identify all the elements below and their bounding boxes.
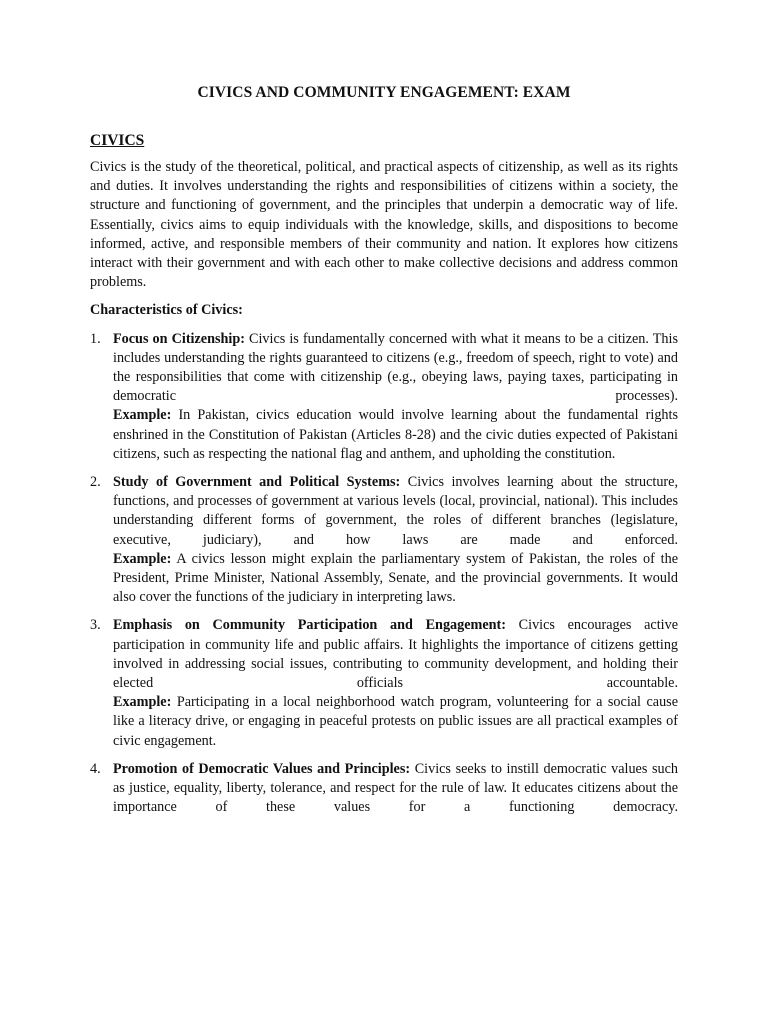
item-body <box>113 760 678 818</box>
example-text: A civics lesson might explain the parliamentary system of Pakistan, the roles of the President, Prime Minister, National Assembly, Senate, and the provincial governments. It would also cover the functions of the judiciary in interpreting laws. <box>113 550 678 606</box>
item-example <box>113 406 678 464</box>
list-item <box>90 330 678 464</box>
item-title: Emphasis on Community Participation and Engagement: <box>113 617 506 634</box>
list-item <box>90 760 678 818</box>
example-text: In Pakistan, civics education would involve learning about the fundamental rights enshrined in the Constitution of Pakistan (Articles 8-28) and the civic duties expected of Pakistani citizens, such as respecting the national flag and anthem, and upholding the constitution. <box>113 407 678 462</box>
characteristics-heading: Characteristics of Civics: <box>90 302 243 319</box>
item-example <box>113 693 678 751</box>
document-page <box>90 84 678 827</box>
example-label: Example: <box>113 407 172 424</box>
item-title: Promotion of Democratic Values and Principles: <box>113 760 411 777</box>
item-example <box>113 550 678 608</box>
item-description: Civics encourages active participation in community life and public affairs. It highlights the importance of citizens getting involved in addressing social issues, contributing to community development, and holding their elected officials accountable. <box>113 617 679 692</box>
item-number: 2. <box>90 474 101 491</box>
list-item <box>90 616 678 750</box>
item-description: Civics seeks to instill democratic values such as justice, equality, liberty, tolerance, and respect for the rule of law. It educates citizens about the importance of these values for a functioning democracy. <box>113 760 678 816</box>
example-label: Example: <box>113 550 172 567</box>
intro-paragraph: Civics is the study of the theoretical, political, and practical aspects of citizenship, as well as its rights and duties. It involves understanding the rights and responsibilities of citizens within a society, the structure and functioning of government, and the principles that underpin a democratic way of life. Essentially, civics aims to equip individuals with the knowledge, skills, and dispositions to become informed, active, and responsible members of their community and nation. It explores how citizens interact with their government and with each other to make collective decisions and address common problems. <box>90 159 678 291</box>
item-number: 4. <box>90 760 101 777</box>
item-description: Civics involves learning about the structure, functions, and processes of government at various levels (local, provincial, national). This includes understanding different forms of government, the roles of different branches (legislature, executive, judiciary), and how laws are made and enforced. <box>113 474 679 548</box>
item-body <box>113 330 678 407</box>
document-title: CIVICS AND COMMUNITY ENGAGEMENT: EXAM <box>197 84 571 101</box>
item-number: 1. <box>90 330 101 347</box>
item-body <box>113 616 678 693</box>
list-item <box>90 473 678 607</box>
example-text: Participating in a local neighborhood watch program, volunteering for a social cause like a literacy drive, or engaging in peaceful protests on public issues are all practical examples of civic engagement. <box>113 694 678 749</box>
item-title: Focus on Citizenship: <box>113 330 245 347</box>
item-title: Study of Government and Political Systems: <box>113 474 401 491</box>
characteristics-list <box>90 330 678 818</box>
section-heading-civics: CIVICS <box>90 132 145 149</box>
item-body <box>113 473 678 550</box>
item-description: Civics is fundamentally concerned with what it means to be a citizen. This includes understanding the rights guaranteed to citizens (e.g., freedom of speech, right to vote) and the responsibilities that come with citizenship (e.g., obeying laws, paying taxes, participating in democratic processes). <box>113 330 678 405</box>
example-label: Example: <box>113 694 172 711</box>
item-number: 3. <box>90 617 101 634</box>
